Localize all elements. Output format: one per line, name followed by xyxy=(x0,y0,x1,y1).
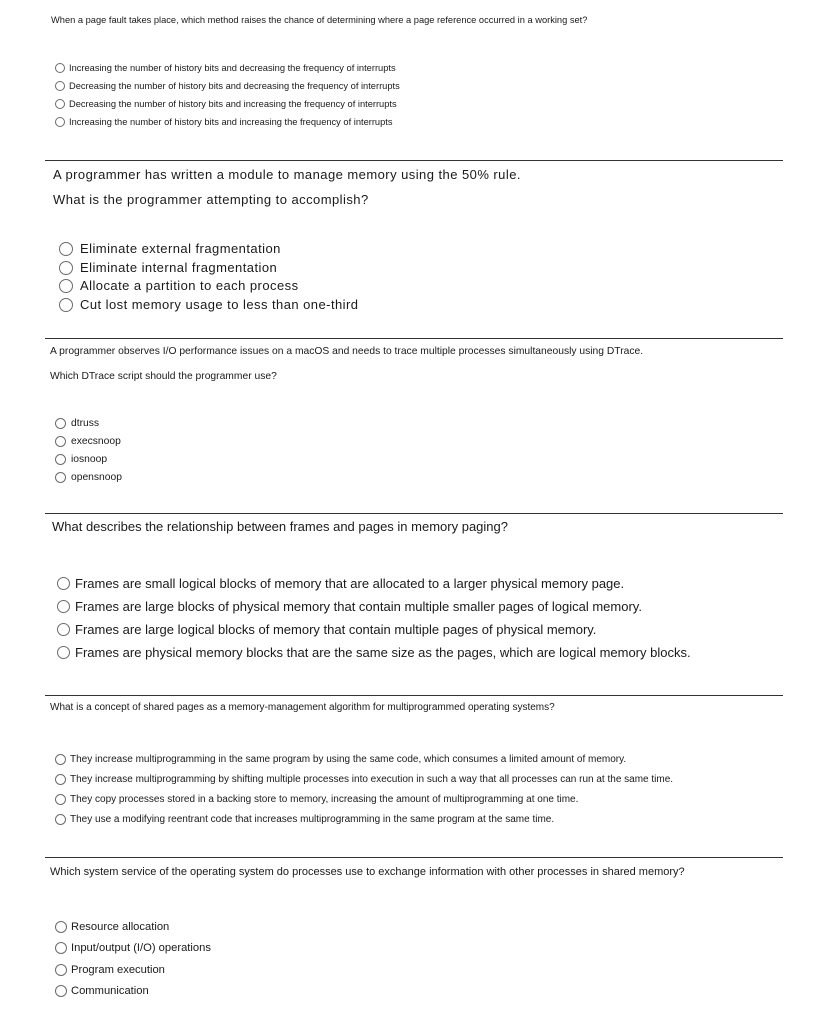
option-label: opensnoop xyxy=(71,472,122,483)
option-label: Input/output (I/O) operations xyxy=(71,942,211,954)
option-label: execsnoop xyxy=(71,436,121,447)
radio-button[interactable] xyxy=(55,63,65,73)
radio-button[interactable] xyxy=(55,921,67,933)
divider xyxy=(45,695,783,696)
option-label: iosnoop xyxy=(71,454,108,465)
radio-button[interactable] xyxy=(59,242,73,256)
option-label: dtruss xyxy=(71,418,100,429)
question-3-subtext: Which DTrace script should the programmer use? xyxy=(50,371,277,382)
radio-button[interactable] xyxy=(59,261,73,275)
radio-button[interactable] xyxy=(55,454,66,465)
option-label: Allocate a partition to each process xyxy=(80,278,299,293)
option-label: Program execution xyxy=(71,964,165,976)
divider xyxy=(45,513,783,514)
radio-button[interactable] xyxy=(57,646,70,659)
question-6-option-2[interactable] xyxy=(55,942,211,954)
question-2-subtext: What is the programmer attempting to accomplish? xyxy=(53,192,369,207)
divider xyxy=(45,857,783,858)
option-label: Frames are large blocks of physical memory that contain multiple smaller pages of logical memory. xyxy=(75,599,642,614)
radio-button[interactable] xyxy=(55,99,65,109)
question-3-option-2[interactable] xyxy=(55,436,121,447)
option-label: They use a modifying reentrant code that increases multiprogramming in the same program at the same time. xyxy=(70,814,555,825)
radio-button[interactable] xyxy=(59,298,73,312)
question-5-option-3[interactable] xyxy=(55,794,578,805)
option-label: Frames are physical memory blocks that are the same size as the pages, which are logical memory blocks. xyxy=(75,645,691,660)
option-label: Cut lost memory usage to less than one-third xyxy=(80,297,359,312)
option-label: Increasing the number of history bits and decreasing the frequency of interrupts xyxy=(69,63,396,73)
question-2-option-3[interactable] xyxy=(59,278,299,293)
radio-button[interactable] xyxy=(57,600,70,613)
question-2-text: A programmer has written a module to manage memory using the 50% rule. xyxy=(53,167,521,182)
question-5-text: What is a concept of shared pages as a memory-management algorithm for multiprogrammed operating systems? xyxy=(50,702,555,713)
option-label: Decreasing the number of history bits and decreasing the frequency of interrupts xyxy=(69,81,400,91)
option-label: Frames are large logical blocks of memory that contain multiple pages of physical memory. xyxy=(75,622,597,637)
radio-button[interactable] xyxy=(57,577,70,590)
question-6-option-4[interactable] xyxy=(55,985,149,997)
divider xyxy=(45,160,783,161)
question-6-option-3[interactable] xyxy=(55,964,165,976)
radio-button[interactable] xyxy=(55,81,65,91)
radio-button[interactable] xyxy=(55,117,65,127)
question-4-option-4[interactable] xyxy=(57,645,691,660)
question-3-option-4[interactable] xyxy=(55,472,122,483)
radio-button[interactable] xyxy=(55,472,66,483)
question-2-option-4[interactable] xyxy=(59,297,358,312)
question-4-text: What describes the relationship between frames and pages in memory paging? xyxy=(52,519,508,534)
question-2-option-2[interactable] xyxy=(59,260,277,275)
option-label: Communication xyxy=(71,985,149,997)
question-1-text: When a page fault takes place, which method raises the chance of determining where a page reference occurred in a working set? xyxy=(51,15,588,25)
radio-button[interactable] xyxy=(55,985,67,997)
option-label: They increase multiprogramming by shifting multiple processes into execution in such a way that all processes can run at the same time. xyxy=(70,774,674,785)
question-5-option-4[interactable] xyxy=(55,814,554,825)
question-1-option-1[interactable] xyxy=(55,63,396,73)
option-label: Increasing the number of history bits and increasing the frequency of interrupts xyxy=(69,117,393,127)
divider xyxy=(45,338,783,339)
radio-button[interactable] xyxy=(59,279,73,293)
question-3-option-1[interactable] xyxy=(55,418,99,429)
option-label: Frames are small logical blocks of memory that are allocated to a larger physical memory page. xyxy=(75,576,625,591)
radio-button[interactable] xyxy=(55,942,67,954)
question-1-option-4[interactable] xyxy=(55,117,393,127)
radio-button[interactable] xyxy=(55,794,66,805)
question-4-option-3[interactable] xyxy=(57,622,596,637)
question-1-option-2[interactable] xyxy=(55,81,400,91)
question-3-text: A programmer observes I/O performance issues on a macOS and needs to trace multiple processes simultaneously using DTrace. xyxy=(50,346,644,357)
question-3-option-3[interactable] xyxy=(55,454,107,465)
question-5-option-2[interactable] xyxy=(55,774,673,785)
question-1-option-3[interactable] xyxy=(55,99,397,109)
radio-button[interactable] xyxy=(55,774,66,785)
option-label: They increase multiprogramming in the same program by using the same code, which consumes a limited amount of memory. xyxy=(70,754,627,765)
question-6-option-1[interactable] xyxy=(55,921,169,933)
question-4-option-2[interactable] xyxy=(57,599,642,614)
radio-button[interactable] xyxy=(55,418,66,429)
option-label: Resource allocation xyxy=(71,921,170,933)
option-label: Eliminate external fragmentation xyxy=(80,241,281,256)
radio-button[interactable] xyxy=(55,964,67,976)
option-label: Eliminate internal fragmentation xyxy=(80,260,278,275)
option-label: They copy processes stored in a backing store to memory, increasing the amount of multiprogramming at one time. xyxy=(70,794,579,805)
radio-button[interactable] xyxy=(55,436,66,447)
question-6-text: Which system service of the operating system do processes use to exchange information with other processes in shared memory? xyxy=(50,866,685,878)
question-2-option-1[interactable] xyxy=(59,241,281,256)
option-label: Decreasing the number of history bits and increasing the frequency of interrupts xyxy=(69,99,397,109)
radio-button[interactable] xyxy=(55,814,66,825)
question-4-option-1[interactable] xyxy=(57,576,624,591)
radio-button[interactable] xyxy=(55,754,66,765)
radio-button[interactable] xyxy=(57,623,70,636)
question-5-option-1[interactable] xyxy=(55,754,626,765)
